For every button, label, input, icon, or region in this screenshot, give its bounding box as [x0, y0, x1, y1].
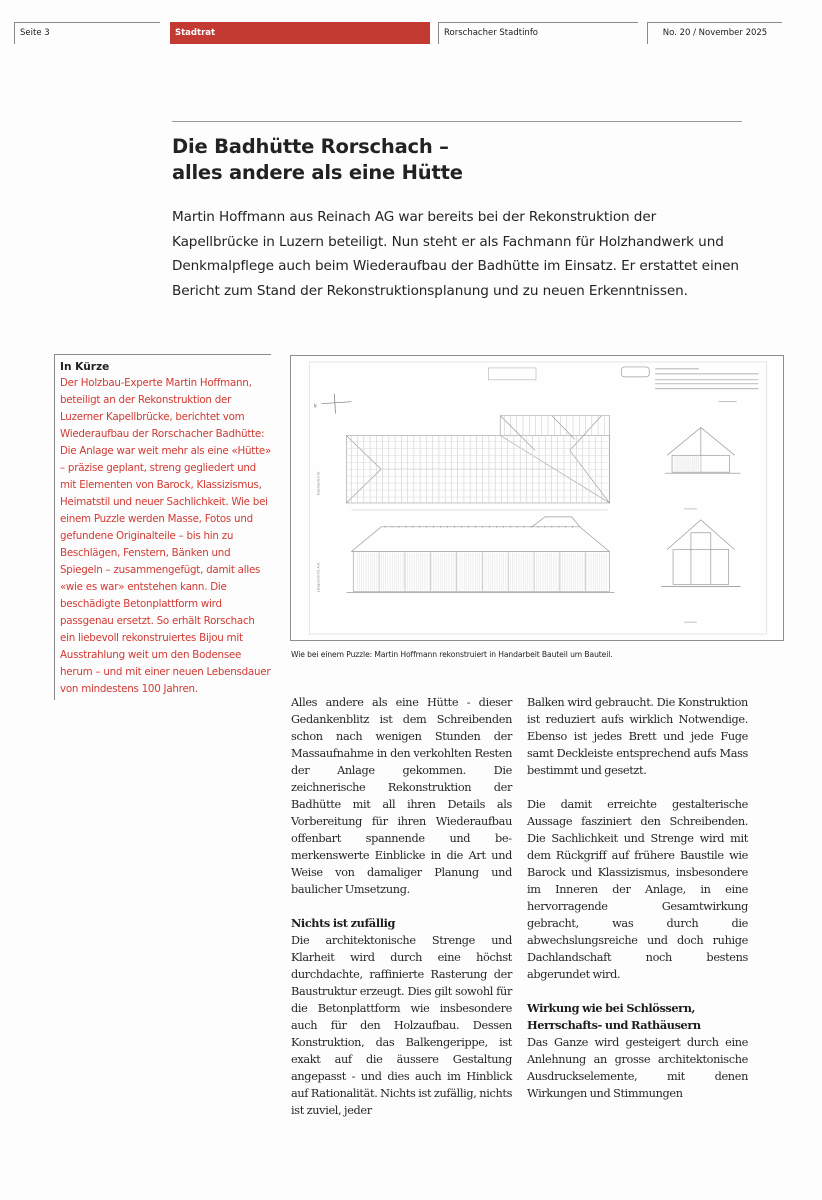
figure-caption: Wie bei einem Puzzle: Martin Hoffmann rekonstruiert in Handarbeit Bauteil um Bauteil. — [291, 650, 613, 659]
roof-plan-view — [346, 416, 609, 510]
drawing-note — [488, 368, 536, 380]
sheet-border — [310, 362, 767, 634]
title-line-2: alles andere als eine Hütte — [172, 161, 463, 184]
title-line-1: Die Badhütte Rorschach – — [172, 135, 449, 158]
cross-section-c-view — [661, 520, 740, 622]
issue-info — [647, 22, 782, 44]
summary-box — [54, 354, 271, 700]
svg-text:N: N — [313, 403, 317, 409]
longitudinal-section-view — [346, 517, 614, 592]
body-paragraph: Die architektonische Strenge und Klarheit wird durch eine höchst durchdachte, raffinierte Rasterung der Baustruktur erzeugt. Dies gilt sowohl für die Betonplattform wie insbesondere auch für den Holzaufbau. Dessen Konstruktion, das Balkengerippe, ist exakt auf die äussere Gestaltung angepasst - und dies auch im Hinblick auf Rationalität. Nichts ist zufällig, nichts ist zuviel, jeder — [291, 934, 513, 1117]
section-tag-text: Stadtrat — [175, 28, 216, 39]
page-number — [14, 22, 160, 44]
issue-info-text: No. 20 / November 2025 — [662, 28, 768, 39]
publication-name — [438, 22, 638, 44]
summary-title: In Kürze — [60, 361, 110, 373]
article-title — [172, 134, 732, 186]
title-divider — [172, 121, 742, 122]
section-label: Längsschnitt A-A — [316, 562, 321, 593]
body-paragraph: Balken wird gebraucht. Die Konstruktion ist reduziert aufs wirklich Notwendige. Ebenso ist jedes Brett und jede Fuge samt Deckleiste entsprechend aufs Mass bestimmt und gesetzt. — [527, 696, 748, 777]
drawing-svg — [291, 356, 783, 640]
publication-name-text: Rorschacher Stadtinfo — [444, 28, 539, 39]
section-heading: Nichts ist zufällig — [291, 916, 396, 930]
section-tag — [170, 22, 430, 44]
article-lead: Martin Hoffmann aus Reinach AG war bereits bei der Rekonstruktion der Kapellbrücke in Luzern beteiligt. Nun steht er als Fachmann für Holzhandwerk und Denkmalpflege auch beim Wiederaufbau der Badhütte im Einsatz. Er erstattet einen Bericht zum Stand der Rekonstruktionsplanung und zu neuen Erkenntnissen. — [172, 209, 739, 299]
summary-text: Der Holzbau-Experte Martin Hoffmann, beteiligt an der Rekonstruktion der Luzerner Kapellbrücke, berichtet vom Wiederaufbau der Rorschacher Badhütte: Die Anlage war weit mehr als eine «Hütte» – präzise geplant, streng gegliedert und mit Elementen von Barock, Klassizismus, Heimatstil und neuer Sachlichkeit. Wie bei einem Puzzle werden Masse, Fotos und gefundene Originalteile – bis hin zu Beschlägen, Fenstern, Bänken und Spiegeln – zusammengefügt, damit alles «wie es war» entstehen kann. Die beschädigte Betonplattform wird passgenau ersetzt. So erhält Rorschach ein liebevoll rekonstruiertes Bijou mit Ausstrahlung weit um den Bodensee herum – und mit einer neuen Lebensdauer von mindestens 100 Jahren. — [60, 377, 272, 695]
cross-section-b-view — [665, 427, 740, 508]
body-paragraph: Die damit erreichte gestalterische Aussage fasziniert den Schreibenden. Die Sachlichkeit und Strenge wird mit dem Rückgriff auf frühere Baustile wie Barock und Klassizismus, insbesondere im Inneren der Anlage, in eine hervorragende Gesamtwirkung gebracht, was durch die abwechslungsreiche und doch ruhige Dachlandschaft noch bestens abgerundet wird. — [527, 798, 748, 981]
title-block — [621, 367, 758, 402]
body-column-2 — [527, 694, 748, 1102]
architectural-drawing — [290, 355, 784, 641]
plan-label: Dachaufsicht — [316, 471, 321, 496]
body-column-1 — [291, 694, 512, 1119]
page-number-text: Seite 3 — [20, 28, 50, 39]
body-paragraph: Das Ganze wird gesteigert durch eine Anlehnung an grosse architektonische Ausdruckselemente, mit denen Wirkungen und Stimmungen — [527, 1036, 748, 1100]
body-paragraph: Alles andere als eine Hütte - dieser Gedankenblitz ist dem Schreibenden schon nach wenigen Stunden der Massaufnahme in den verkohlten Resten der Anlage gekommen. Die zeichnerische Rekonstruktion der Badhütte mit all ihren Details als Vorbereitung für ihren Wiederaufbau offenbart spannende und bemerkenswerte Einblicke in die Art und Weise von damaliger Planung und baulicher Umsetzung. — [291, 696, 512, 896]
drawing-hatching — [346, 416, 701, 592]
compass-icon — [314, 394, 352, 414]
section-heading: Wirkung wie bei Schlössern, Herrschafts- und Rathäusern — [527, 1001, 701, 1032]
